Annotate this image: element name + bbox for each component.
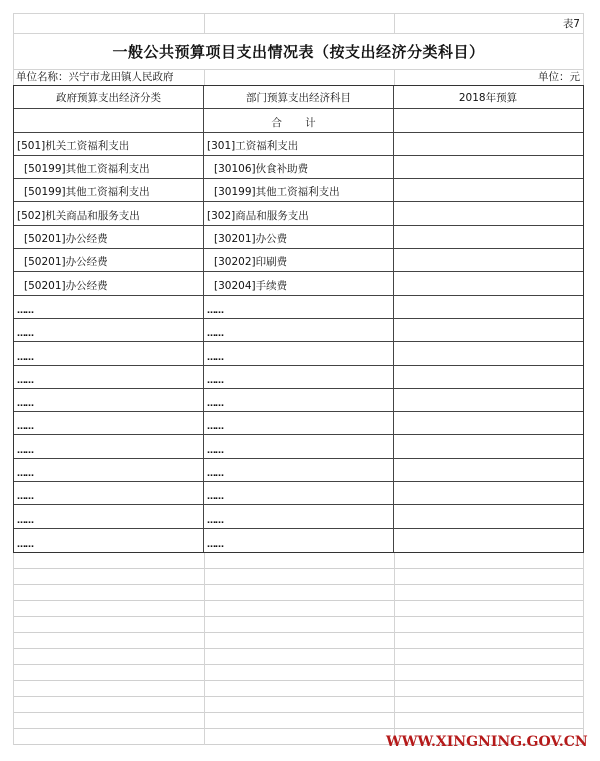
empty-cell — [13, 585, 204, 601]
gov-classification-cell — [14, 389, 204, 411]
gov-classification-cell-text: …… — [17, 329, 33, 340]
budget-cell — [394, 133, 582, 155]
dept-account-cell — [204, 435, 394, 457]
gov-classification-cell — [14, 319, 204, 341]
dept-account-cell — [204, 179, 394, 201]
empty-grid-row — [13, 633, 584, 649]
table-row — [14, 459, 583, 482]
empty-cell — [394, 697, 584, 713]
empty-cell — [13, 729, 204, 745]
table-row — [14, 529, 583, 552]
empty-cell — [204, 697, 394, 713]
empty-cell — [394, 633, 584, 649]
gov-classification-cell — [14, 202, 204, 224]
empty-cell — [394, 585, 584, 601]
dept-account-cell-text: …… — [207, 399, 223, 410]
empty-cell — [204, 14, 394, 34]
table-row — [14, 226, 583, 249]
empty-grid-row — [13, 713, 584, 729]
dept-account-cell — [204, 505, 394, 527]
budget-cell — [394, 179, 582, 201]
empty-grid-row — [13, 553, 584, 569]
empty-cell — [394, 569, 584, 585]
table-row — [14, 249, 583, 272]
empty-cell — [204, 617, 394, 633]
gov-classification-cell-text: [50201]办公经费 — [24, 233, 108, 246]
empty-cell — [394, 601, 584, 617]
empty-grid-row — [13, 681, 584, 697]
empty-cell — [394, 649, 584, 665]
gov-classification-cell — [14, 296, 204, 318]
gov-classification-cell-text: …… — [17, 539, 33, 550]
dept-account-cell — [204, 459, 394, 481]
empty-grid-row — [13, 585, 584, 601]
unit-label: 单位：元 — [394, 69, 584, 85]
gov-classification-cell-text: …… — [17, 305, 33, 316]
dept-account-cell-text: …… — [207, 492, 223, 503]
empty-cell — [204, 681, 394, 697]
gov-classification-cell-text: …… — [17, 492, 33, 503]
empty-cell — [13, 617, 204, 633]
table-row — [14, 272, 583, 295]
budget-cell — [394, 226, 582, 248]
budget-cell — [394, 435, 582, 457]
column-header-dept-account: 部门预算支出经济科目 — [204, 86, 394, 108]
table-row — [14, 202, 583, 225]
empty-cell — [13, 633, 204, 649]
dept-account-cell-text: …… — [207, 422, 223, 433]
empty-grid-row — [13, 617, 584, 633]
dept-account-cell-text: …… — [207, 539, 223, 550]
empty-cell — [204, 665, 394, 681]
table-row — [14, 296, 583, 319]
spreadsheet — [13, 13, 584, 745]
empty-cell — [204, 553, 394, 569]
dept-account-cell-text: …… — [207, 305, 223, 316]
table-number-row — [13, 13, 584, 33]
gov-classification-cell — [14, 529, 204, 552]
total-label: 合 计 — [204, 109, 394, 131]
table-row — [14, 179, 583, 202]
column-header-budget-2018: 2018年预算 — [458, 91, 518, 104]
budget-cell — [394, 482, 582, 504]
gov-classification-cell — [14, 156, 204, 178]
gov-classification-cell — [14, 179, 204, 201]
gov-classification-cell-text: …… — [17, 352, 33, 363]
gov-classification-cell — [14, 342, 204, 364]
gov-classification-cell — [14, 435, 204, 457]
empty-cell — [204, 69, 394, 85]
dept-account-cell — [204, 529, 394, 552]
gov-classification-cell-text: …… — [17, 515, 33, 526]
table-row — [14, 435, 583, 458]
dept-account-cell — [204, 133, 394, 155]
dept-account-cell-text: [30199]其他工资福利支出 — [214, 186, 340, 199]
dept-account-cell-text: …… — [207, 329, 223, 340]
table-number: 表7 — [562, 18, 580, 30]
empty-cell — [394, 681, 584, 697]
gov-classification-cell-text: [50201]办公经费 — [24, 279, 108, 292]
empty-cell — [204, 713, 394, 729]
empty-grid-area — [13, 553, 584, 745]
table-row — [14, 342, 583, 365]
gov-classification-cell — [14, 226, 204, 248]
dept-account-cell — [204, 342, 394, 364]
gov-classification-cell-text: [50199]其他工资福利支出 — [24, 163, 150, 176]
budget-cell — [394, 529, 582, 552]
gov-classification-cell-text: [50199]其他工资福利支出 — [24, 186, 150, 199]
table-header-row — [14, 86, 583, 109]
dept-account-cell-text: …… — [207, 445, 223, 456]
budget-cell — [394, 505, 582, 527]
table-row — [14, 156, 583, 179]
dept-account-cell-text: …… — [207, 375, 223, 386]
budget-cell — [394, 342, 582, 364]
budget-cell — [394, 156, 582, 178]
budget-table — [13, 85, 584, 553]
dept-account-cell-text: [301]工资福利支出 — [207, 139, 299, 152]
empty-cell — [394, 713, 584, 729]
table-row — [14, 389, 583, 412]
empty-cell — [204, 649, 394, 665]
empty-cell — [204, 601, 394, 617]
gov-classification-cell — [14, 133, 204, 155]
budget-cell — [394, 389, 582, 411]
empty-cell — [204, 585, 394, 601]
unit-row — [13, 69, 584, 85]
dept-account-cell — [204, 202, 394, 224]
dept-account-cell — [204, 272, 394, 294]
gov-classification-cell-text: …… — [17, 375, 33, 386]
dept-account-cell — [204, 249, 394, 271]
dept-account-cell-text: [302]商品和服务支出 — [207, 209, 309, 222]
empty-cell — [204, 729, 394, 745]
budget-cell — [394, 249, 582, 271]
gov-classification-cell-text: …… — [17, 399, 33, 410]
gov-classification-cell-text: [502]机关商品和服务支出 — [17, 209, 140, 222]
empty-grid-row — [13, 665, 584, 681]
empty-cell — [394, 553, 584, 569]
budget-cell — [394, 366, 582, 388]
page-title: 一般公共预算项目支出情况表（按支出经济分类科目） — [13, 33, 584, 70]
empty-cell — [14, 109, 204, 131]
dept-account-cell — [204, 156, 394, 178]
empty-grid-row — [13, 649, 584, 665]
dept-account-cell-text: …… — [207, 352, 223, 363]
table-number-cell — [394, 14, 584, 34]
empty-cell — [13, 665, 204, 681]
empty-cell — [204, 633, 394, 649]
dept-account-cell-text: [30204]手续费 — [214, 279, 288, 292]
empty-grid-row — [13, 697, 584, 713]
empty-cell — [13, 569, 204, 585]
budget-cell — [394, 296, 582, 318]
dept-account-cell — [204, 226, 394, 248]
gov-classification-cell — [14, 505, 204, 527]
empty-cell — [204, 569, 394, 585]
gov-classification-cell — [14, 412, 204, 434]
total-row — [14, 109, 583, 132]
dept-account-cell — [204, 412, 394, 434]
table-row — [14, 505, 583, 528]
dept-account-cell — [204, 296, 394, 318]
table-row — [14, 133, 583, 156]
unit-name: 单位名称：兴宁市龙田镇人民政府 — [13, 69, 204, 85]
table-row — [14, 412, 583, 435]
total-value — [394, 109, 582, 131]
budget-cell — [394, 459, 582, 481]
site-watermark: WWW.XINGNING.GOV.CN — [386, 734, 588, 750]
gov-classification-cell — [14, 482, 204, 504]
dept-account-cell — [204, 366, 394, 388]
gov-classification-cell-text: …… — [17, 469, 33, 480]
dept-account-cell — [204, 319, 394, 341]
empty-cell — [13, 14, 204, 34]
empty-cell — [13, 681, 204, 697]
empty-grid-row — [13, 569, 584, 585]
empty-cell — [13, 713, 204, 729]
dept-account-cell-text: …… — [207, 515, 223, 526]
dept-account-cell-text: [30201]办公费 — [214, 233, 288, 246]
gov-classification-cell-text: …… — [17, 445, 33, 456]
table-row — [14, 482, 583, 505]
empty-cell — [13, 553, 204, 569]
table-row — [14, 366, 583, 389]
gov-classification-cell — [14, 366, 204, 388]
budget-cell — [394, 202, 582, 224]
gov-classification-cell-text: [501]机关工资福利支出 — [17, 139, 130, 152]
gov-classification-cell — [14, 272, 204, 294]
budget-cell — [394, 272, 582, 294]
dept-account-cell — [204, 482, 394, 504]
gov-classification-cell — [14, 249, 204, 271]
empty-cell — [394, 617, 584, 633]
dept-account-cell-text: [30106]伙食补助费 — [214, 163, 309, 176]
gov-classification-cell-text: [50201]办公经费 — [24, 256, 108, 269]
gov-classification-cell-text: …… — [17, 422, 33, 433]
empty-cell — [13, 601, 204, 617]
budget-cell — [394, 319, 582, 341]
column-header-gov-classification: 政府预算支出经济分类 — [14, 86, 204, 108]
title-row — [13, 33, 584, 69]
budget-cell — [394, 412, 582, 434]
dept-account-cell — [204, 389, 394, 411]
empty-cell — [13, 649, 204, 665]
dept-account-cell-text: …… — [207, 469, 223, 480]
empty-cell — [13, 697, 204, 713]
table-row — [14, 319, 583, 342]
gov-classification-cell — [14, 459, 204, 481]
dept-account-cell-text: [30202]印刷费 — [214, 256, 288, 269]
empty-cell — [394, 665, 584, 681]
empty-grid-row — [13, 601, 584, 617]
